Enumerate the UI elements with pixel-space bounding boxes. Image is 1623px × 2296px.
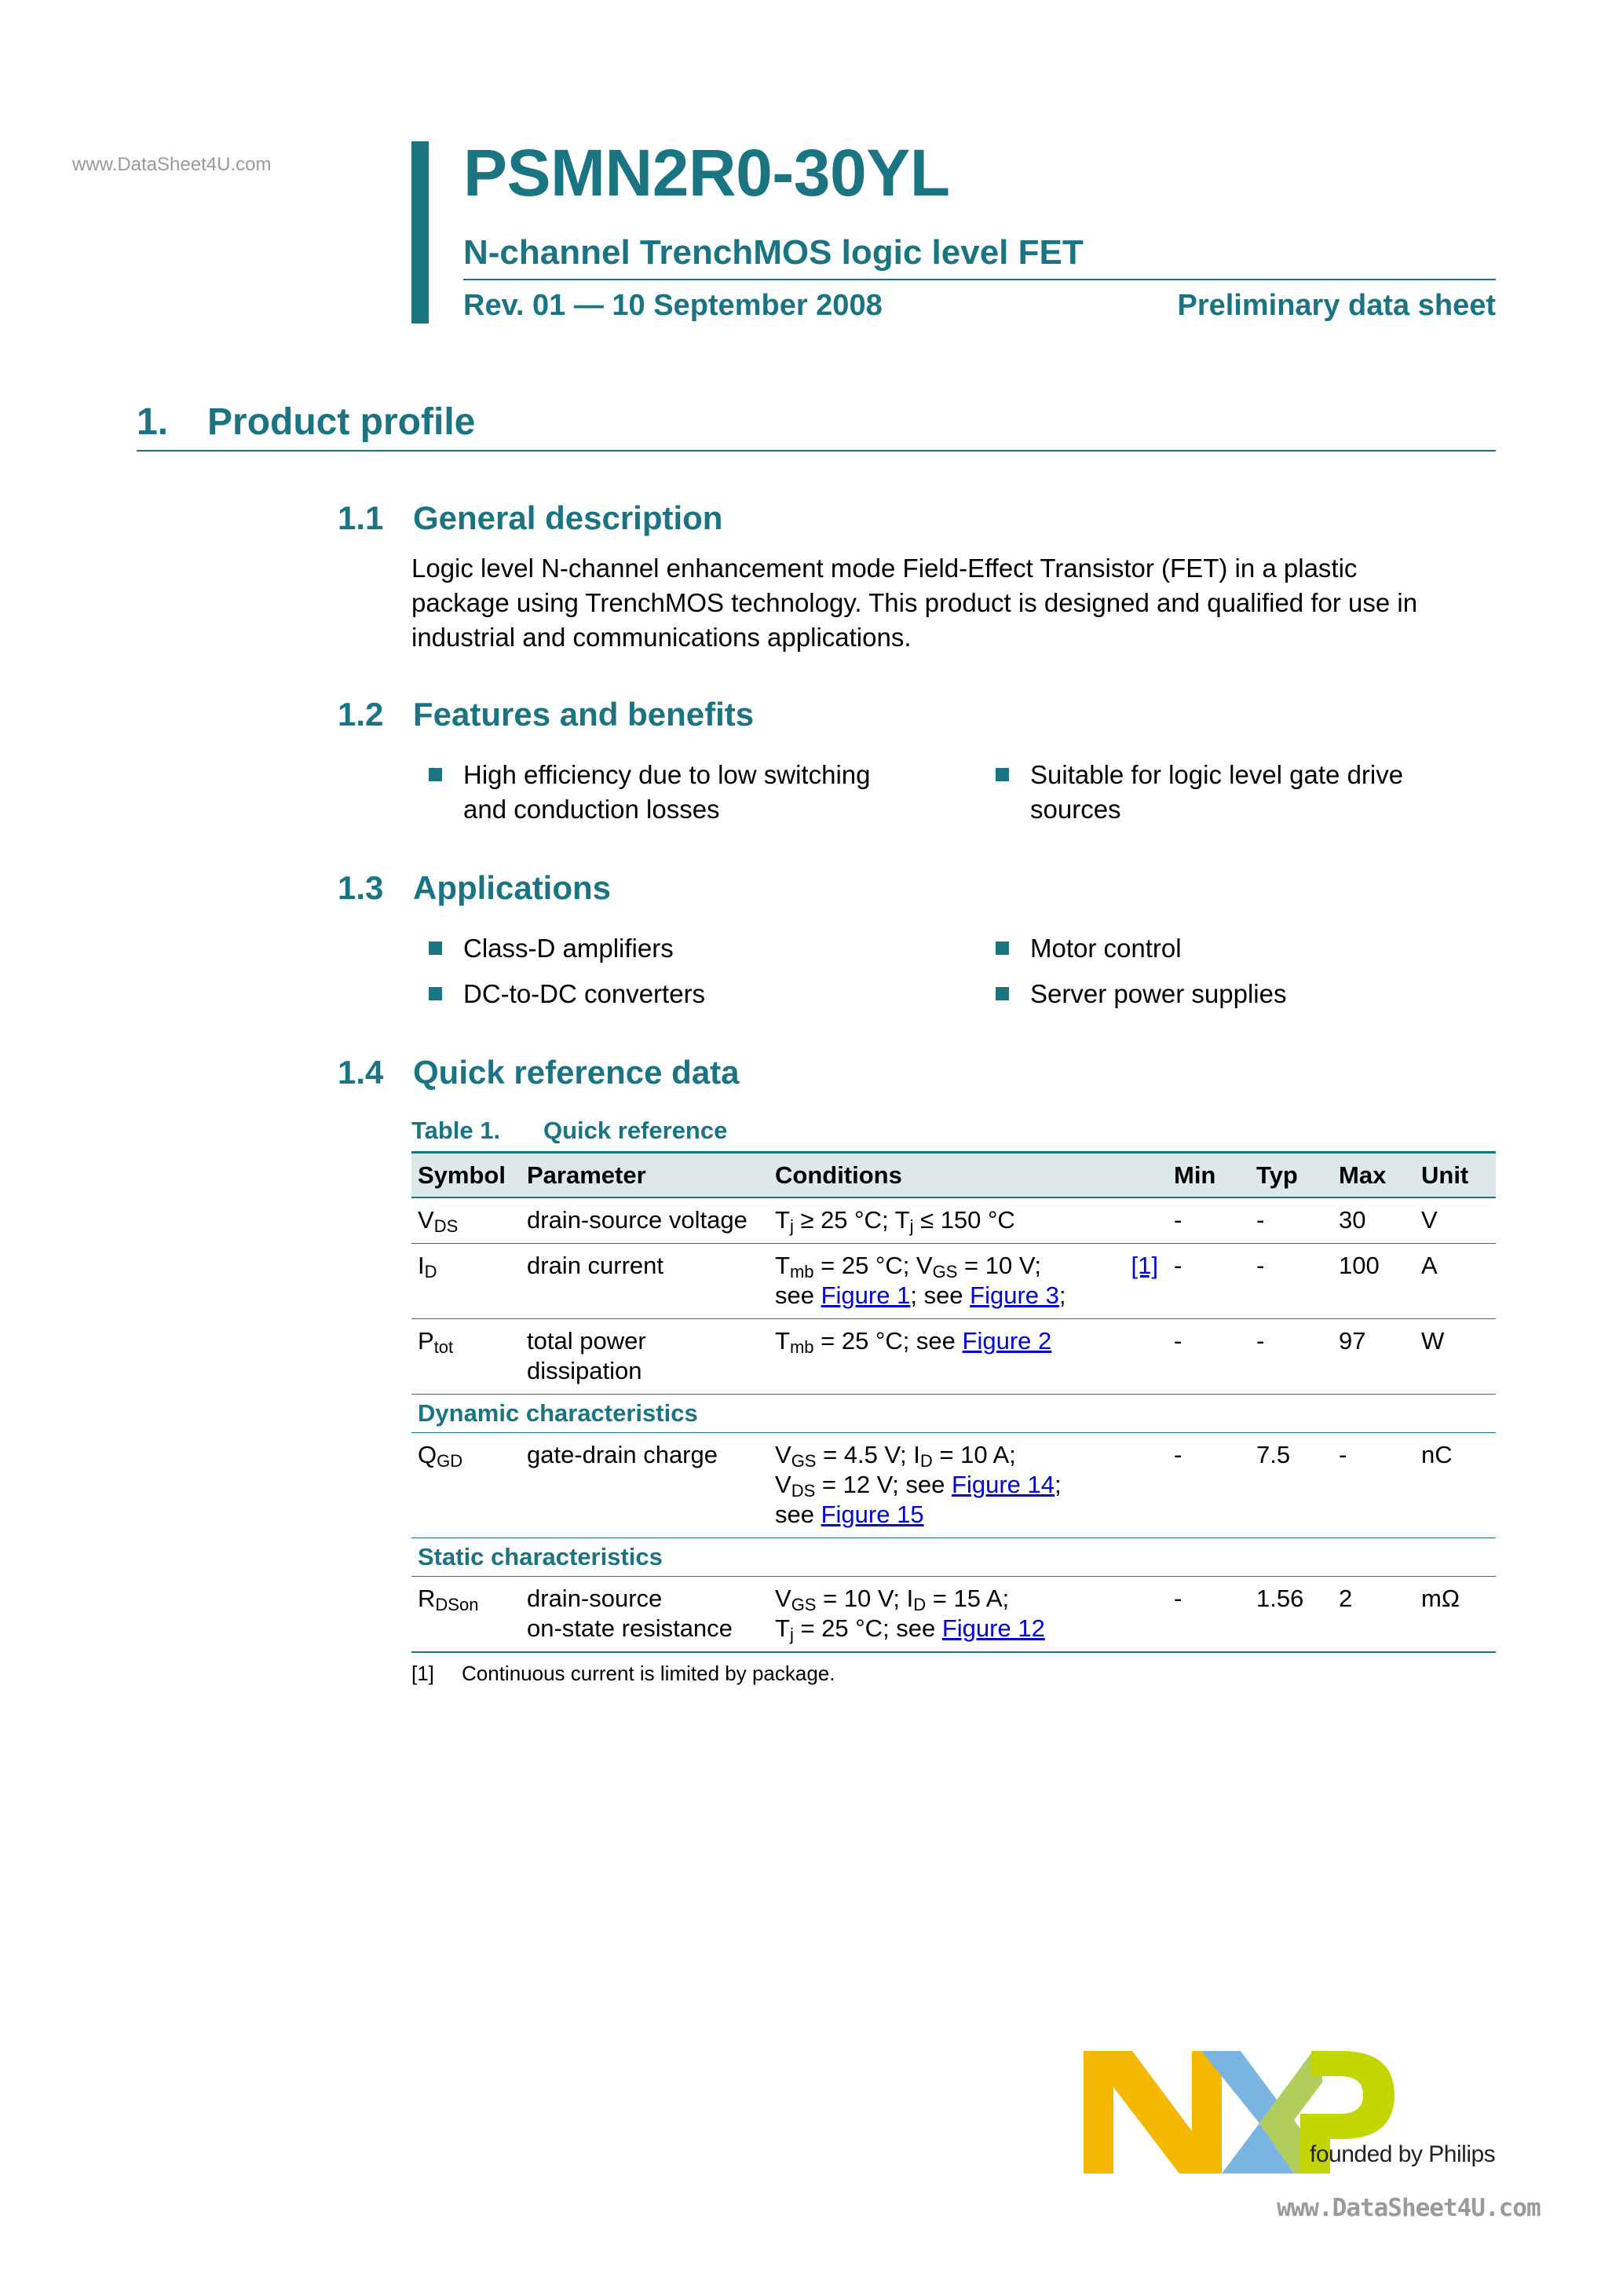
table-row bbox=[411, 1577, 1496, 1653]
figure-2-link[interactable]: Figure 2 bbox=[962, 1327, 1052, 1355]
column-header: Unit bbox=[1415, 1153, 1496, 1198]
product-title: PSMN2R0-30YL bbox=[463, 136, 950, 210]
bullet-square-icon bbox=[996, 768, 1009, 781]
figure-14-link[interactable]: Figure 14 bbox=[952, 1471, 1055, 1498]
parameter-cell: drain current bbox=[521, 1244, 769, 1319]
unit-cell: mΩ bbox=[1415, 1577, 1496, 1653]
bullet-square-icon bbox=[429, 941, 442, 955]
symbol-cell: $I_D$ bbox=[411, 1244, 521, 1319]
column-header: Conditions bbox=[769, 1153, 1168, 1198]
unit-cell: A bbox=[1415, 1244, 1496, 1319]
figure-15-link[interactable]: Figure 15 bbox=[821, 1501, 924, 1528]
parameter-cell: drain-source on-state resistance bbox=[521, 1577, 769, 1653]
column-header: Symbol bbox=[411, 1153, 521, 1198]
column-header: Min bbox=[1168, 1153, 1250, 1198]
bullet-square-icon bbox=[996, 987, 1009, 1000]
section-1-heading: 1. Product profile bbox=[137, 401, 476, 443]
conditions-cell: $T_{mb} = 25$ °C; see Figure 2 bbox=[769, 1319, 1168, 1395]
table-header-row bbox=[411, 1153, 1496, 1198]
typ-cell: - bbox=[1250, 1244, 1332, 1319]
symbol-cell: $V_{DS}$ bbox=[411, 1197, 521, 1244]
footnote-link[interactable]: [1] bbox=[1131, 1252, 1158, 1279]
document-type: Preliminary data sheet bbox=[1177, 289, 1496, 322]
typ-cell: - bbox=[1250, 1197, 1332, 1244]
application-item: Motor control bbox=[996, 931, 1467, 966]
symbol-cell: $R_{DSon}$ bbox=[411, 1577, 521, 1653]
column-header: Parameter bbox=[521, 1153, 769, 1198]
product-subtitle: N-channel TrenchMOS logic level FET bbox=[463, 233, 1084, 272]
section-label: Static characteristics bbox=[411, 1538, 1496, 1577]
typ-cell: 1.56 bbox=[1250, 1577, 1332, 1653]
table-caption: Table 1. Quick reference bbox=[411, 1117, 728, 1144]
conditions-cell: $V_{GS} = 4.5$ V; $I_D = 10$ A; $V_{DS} = 12$ V; see Figure 14; see Figure 15 bbox=[769, 1433, 1168, 1538]
table-row bbox=[411, 1433, 1496, 1538]
title-accent-bar bbox=[411, 141, 429, 324]
symbol-cell: $Q_{GD}$ bbox=[411, 1433, 521, 1538]
watermark-bottom: www.DataSheet4U.com bbox=[1277, 2194, 1541, 2222]
max-cell: 30 bbox=[1332, 1197, 1415, 1244]
bullet-square-icon bbox=[429, 768, 442, 781]
figure-12-link[interactable]: Figure 12 bbox=[941, 1614, 1045, 1642]
section-1-3-heading: 1.3 Applications bbox=[338, 869, 612, 906]
section-1-2-heading: 1.2 Features and benefits bbox=[338, 696, 755, 733]
min-cell: - bbox=[1168, 1319, 1250, 1395]
general-description: Logic level N-channel enhancement mode Field-Effect Transistor (FET) in a plastic package using TrenchMOS technology. This product is designed and qualified for use in industrial and communications applications. bbox=[411, 554, 1418, 652]
unit-cell: W bbox=[1415, 1319, 1496, 1395]
section-1-4-heading: 1.4 Quick reference data bbox=[338, 1054, 740, 1091]
watermark-top: www.DataSheet4U.com bbox=[72, 154, 272, 175]
feature-item: Suitable for logic level gate drive sources bbox=[996, 758, 1498, 828]
table-footnote: [1] Continuous current is limited by package. bbox=[411, 1662, 835, 1685]
conditions-cell: $T_{mb} = 25$ °C; $V_{GS} = 10$ V; [1] see Figure 1; see Figure 3; bbox=[769, 1244, 1168, 1319]
feature-item: High efficiency due to low switching and conduction losses bbox=[429, 758, 931, 828]
bullet-square-icon bbox=[996, 941, 1009, 955]
symbol-cell: $P_{tot}$ bbox=[411, 1319, 521, 1395]
application-item: Class-D amplifiers bbox=[429, 931, 900, 966]
application-item: Server power supplies bbox=[996, 977, 1467, 1011]
unit-cell: V bbox=[1415, 1197, 1496, 1244]
table-row bbox=[411, 1244, 1496, 1319]
bullet-square-icon bbox=[429, 987, 442, 1000]
parameter-cell: drain-source voltage bbox=[521, 1197, 769, 1244]
figure-3-link[interactable]: Figure 3 bbox=[970, 1281, 1059, 1309]
parameter-cell: total power dissipation bbox=[521, 1319, 769, 1395]
revision-date: Rev. 01 — 10 September 2008 bbox=[463, 289, 883, 322]
max-cell: 97 bbox=[1332, 1319, 1415, 1395]
conditions-cell: $V_{GS} = 10$ V; $I_D = 15$ A; $T_j = 25$ °C; see Figure 12 bbox=[769, 1577, 1168, 1653]
min-cell: - bbox=[1168, 1433, 1250, 1538]
application-item: DC-to-DC converters bbox=[429, 977, 900, 1011]
typ-cell: 7.5 bbox=[1250, 1433, 1332, 1538]
max-cell: 100 bbox=[1332, 1244, 1415, 1319]
nxp-logo-n-shape bbox=[1084, 2051, 1222, 2174]
table-section-row bbox=[411, 1538, 1496, 1577]
parameter-cell: gate-drain charge bbox=[521, 1433, 769, 1538]
section-label: Dynamic characteristics bbox=[411, 1395, 1496, 1433]
section-1-1-heading: 1.1 General description bbox=[338, 499, 723, 536]
quick-reference-table bbox=[411, 1151, 1496, 1653]
unit-cell: nC bbox=[1415, 1433, 1496, 1538]
subtitle-rule bbox=[463, 279, 1496, 280]
table-row bbox=[411, 1319, 1496, 1395]
section-1-rule bbox=[137, 450, 1496, 452]
max-cell: - bbox=[1332, 1433, 1415, 1538]
logo-tagline: founded by Philips bbox=[1310, 2141, 1496, 2167]
min-cell: - bbox=[1168, 1577, 1250, 1653]
table-row bbox=[411, 1197, 1496, 1244]
column-header: Max bbox=[1332, 1153, 1415, 1198]
min-cell: - bbox=[1168, 1197, 1250, 1244]
conditions-cell: $T_j \ge 25$ °C; $T_j \le 150$ °C bbox=[769, 1197, 1168, 1244]
table-section-row bbox=[411, 1395, 1496, 1433]
min-cell: - bbox=[1168, 1244, 1250, 1319]
max-cell: 2 bbox=[1332, 1577, 1415, 1653]
figure-1-link[interactable]: Figure 1 bbox=[821, 1281, 911, 1309]
column-header: Typ bbox=[1250, 1153, 1332, 1198]
typ-cell: - bbox=[1250, 1319, 1332, 1395]
